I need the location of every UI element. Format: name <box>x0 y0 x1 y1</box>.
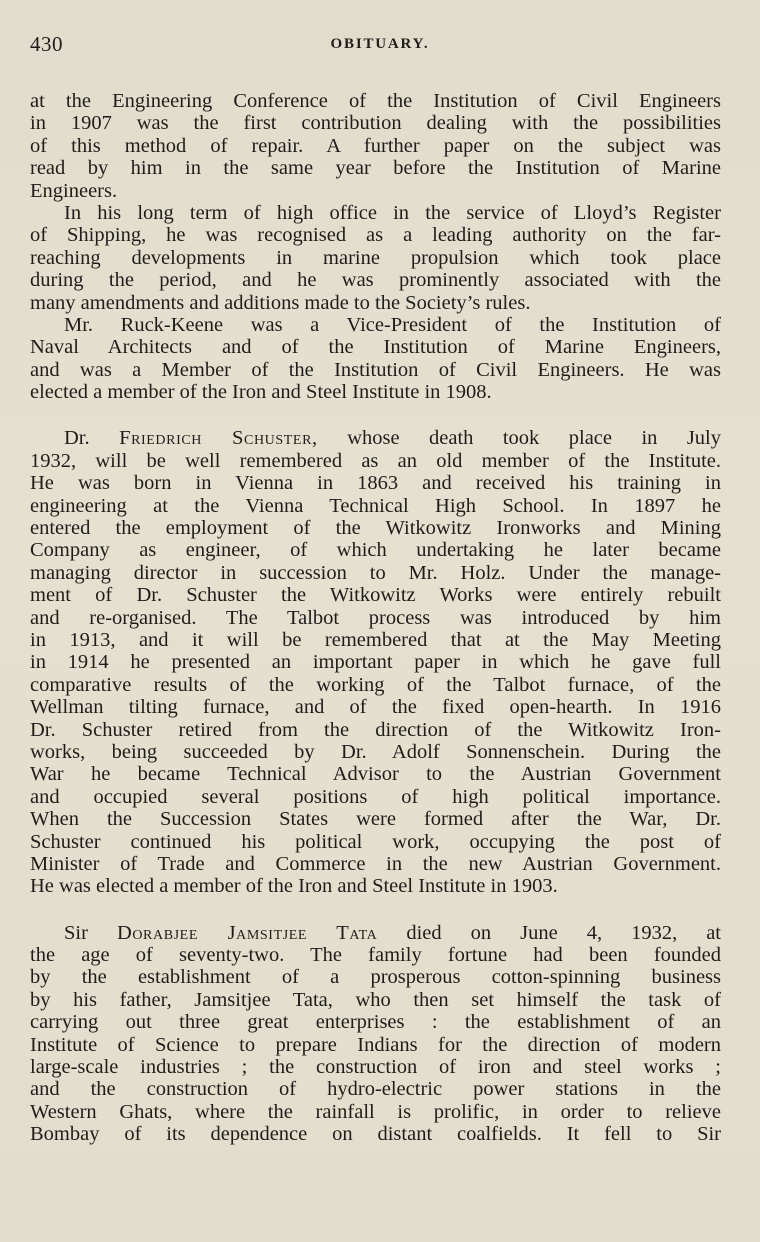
obituary-opening-line <box>30 427 721 449</box>
text-line: the age of seventy-two. The family fortune had been founded <box>30 944 721 967</box>
text-line: works, being succeeded by Dr. Adolf Sonnenschein. During the <box>30 740 721 763</box>
text-line: during the period, and he was prominently associated with the <box>30 269 721 292</box>
text-line: in 1914 he presented an important paper in which he gave full <box>30 651 721 674</box>
text-line: Naval Architects and of the Institution of Marine Engineers, <box>30 336 721 359</box>
text-line: large-scale industries ; the construction of iron and steel works ; <box>30 1056 721 1079</box>
text-line: Western Ghats, where the rainfall is prolific, in order to relieve <box>30 1100 721 1123</box>
paragraph-ruck-keene <box>30 314 721 404</box>
text-line: of Shipping, he was recognised as a leading authority on the far- <box>30 224 721 247</box>
running-title: OBITUARY. <box>330 36 430 52</box>
text-line: 1932, will be well remembered as an old member of the Institute. <box>30 449 721 472</box>
section-gap <box>30 898 721 922</box>
text-line: Bombay of its dependence on distant coalfields. It fell to Sir <box>30 1123 721 1146</box>
text-line: and the construction of hydro-electric power stations in the <box>30 1078 721 1101</box>
text-line: elected a member of the Iron and Steel Institute in 1908. <box>30 381 492 404</box>
text-line: carrying out three great enterprises : the establishment of an <box>30 1011 721 1034</box>
text-line: managing director in succession to Mr. Holz. Under the manage- <box>30 561 721 584</box>
text-line: He was born in Vienna in 1863 and received his training in <box>30 472 721 495</box>
text-line: by his father, Jamsitjee Tata, who then set himself the task of <box>30 988 721 1011</box>
text-line: and occupied several positions of high political importance. <box>30 785 721 808</box>
paragraph-continuation <box>30 90 721 202</box>
text-line: in 1907 was the first contribution dealing with the possibilities <box>30 112 721 135</box>
text-line: Minister of Trade and Commerce in the new Austrian Government. <box>30 852 721 875</box>
text-line: at the Engineering Conference of the Institution of Civil Engineers <box>30 90 721 112</box>
text-line: comparative results of the working of the Talbot furnace, of the <box>30 673 721 696</box>
section-gap <box>30 403 721 427</box>
text-line: In his long term of high office in the service of Lloyd’s Register <box>64 201 721 224</box>
text-line: When the Succession States were formed after the War, Dr. <box>30 808 721 831</box>
text-line: ment of Dr. Schuster the Witkowitz Works were entirely rebuilt <box>30 584 721 607</box>
text-line: of this method of repair. A further paper on the subject was <box>30 134 721 157</box>
text-line: many amendments and additions made to the Society’s rules. <box>30 291 531 314</box>
obituary-tata <box>30 922 721 1146</box>
text-line: and re-organised. The Talbot process was introduced by him <box>30 606 721 629</box>
name-prefix: Dr. <box>64 427 90 450</box>
text-line: engineering at the Vienna Technical High School. In 1897 he <box>30 494 721 517</box>
opening-text: whose death took place in July <box>347 427 722 450</box>
text-line: Wellman tilting furnace, and of the fixed open-hearth. In 1916 <box>30 696 721 719</box>
opening-text: died on June 4, 1932, at <box>406 921 721 944</box>
text-line: entered the employment of the Witkowitz Ironworks and Mining <box>30 517 721 540</box>
page-header <box>30 32 730 62</box>
text-line: in 1913, and it will be remembered that at the May Meeting <box>30 628 721 651</box>
name-prefix: Sir <box>64 921 88 944</box>
deceased-name: Friedrich Schuster, <box>119 427 318 450</box>
obituary-schuster <box>30 427 721 897</box>
text-line: Engineers. <box>30 179 118 202</box>
page-body <box>30 90 721 1146</box>
text-line: War he became Technical Advisor to the Austrian Government <box>30 763 721 786</box>
text-line: and was a Member of the Institution of Civil Engineers. He was <box>30 358 721 381</box>
text-line: Institute of Science to prepare Indians for the direction of modern <box>30 1033 721 1056</box>
page-number: 430 <box>30 32 63 56</box>
text-line: Mr. Ruck-Keene was a Vice-President of the Institution of <box>64 313 721 336</box>
text-line: Company as engineer, of which undertaking he later became <box>30 539 721 562</box>
text-line: read by him in the same year before the Institution of Marine <box>30 157 721 180</box>
deceased-name: Dorabjee Jamsitjee Tata <box>116 921 378 944</box>
paragraph-lloyds-register <box>30 202 721 314</box>
text-line: reaching developments in marine propulsion which took place <box>30 246 721 269</box>
text-line: Schuster continued his political work, occupying the post of <box>30 830 721 853</box>
text-line: by the establishment of a prosperous cotton-spinning business <box>30 966 721 989</box>
text-line: Dr. Schuster retired from the direction of the Witkowitz Iron- <box>30 718 721 741</box>
obituary-opening-line <box>30 922 721 944</box>
text-line: He was elected a member of the Iron and Steel Institute in 1903. <box>30 875 558 898</box>
